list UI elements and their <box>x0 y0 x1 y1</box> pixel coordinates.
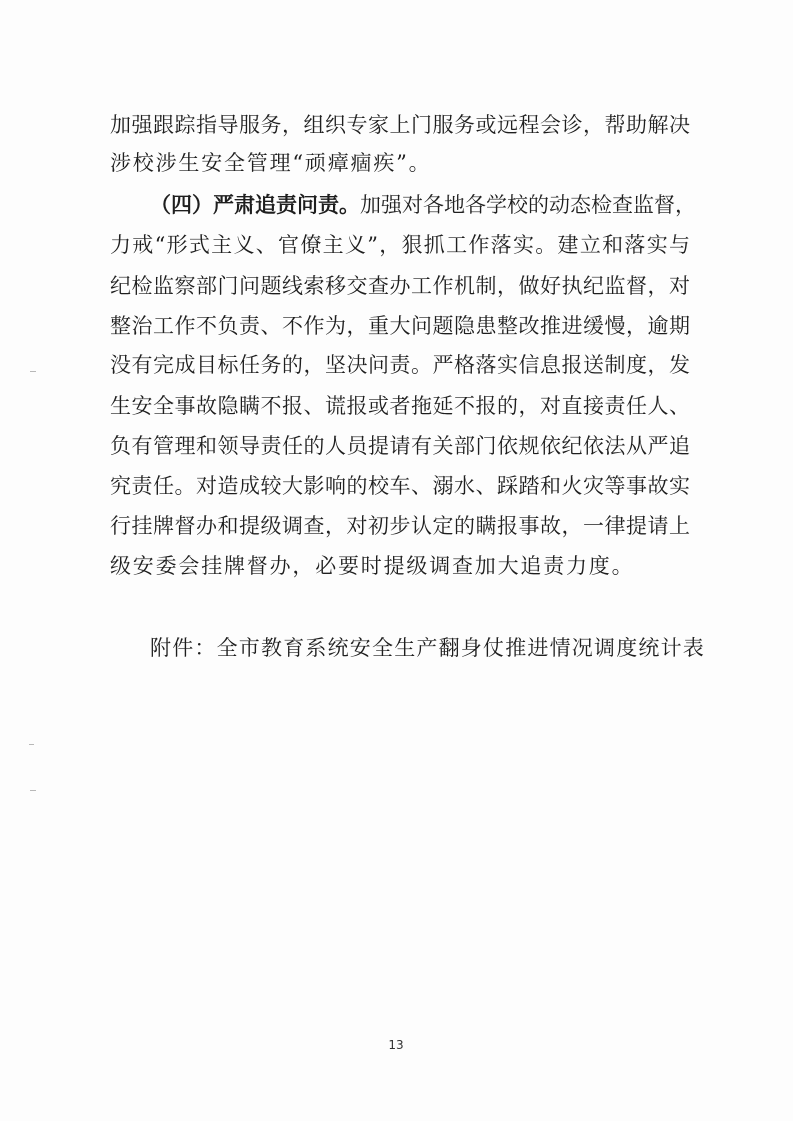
paragraph-line-10: 究责任。对造成较大影响的校车、溺水、踩踏和火灾等事故实 <box>110 474 690 498</box>
scan-mark <box>30 371 36 372</box>
paragraph-line-11: 行挂牌督办和提级调查，对初步认定的瞒报事故，一律提请上 <box>110 514 690 538</box>
section-heading-rest: 加强对各地各学校的动态检查监督， <box>360 193 696 217</box>
paragraph-line-9: 负有管理和领导责任的人员提请有关部门依规依纪依法从严追 <box>110 434 690 458</box>
paragraph-line-4: 力戒“形式主义、官僚主义”，狠抓工作落实。建立和落实与 <box>110 233 690 257</box>
section-heading: （四）严肃追责问责。 <box>150 192 360 217</box>
page-number: 13 <box>388 1038 404 1052</box>
paragraph-line-12: 级安委会挂牌督办，必要时提级调查加大追责力度。 <box>110 554 635 578</box>
paragraph-line-7: 没有完成目标任务的，坚决问责。严格落实信息报送制度，发 <box>110 353 690 377</box>
paragraph-line-8: 生安全事故隐瞒不报、谎报或者拖延不报的，对直接责任人、 <box>110 394 690 418</box>
paragraph-line-2: 涉校涉生安全管理“顽瘴痼疾”。 <box>110 151 432 175</box>
scan-mark <box>30 790 36 791</box>
paragraph-line-6: 整治工作不负责、不作为，重大问题隐患整改推进缓慢，逾期 <box>110 314 690 338</box>
scan-mark <box>29 744 34 745</box>
paragraph-line-1: 加强跟踪指导服务，组织专家上门服务或远程会诊，帮助解决 <box>110 113 690 137</box>
attachment-line: 附件：全市教育系统安全生产翻身仗推进情况调度统计表 <box>150 636 705 660</box>
section-heading-line <box>150 190 696 220</box>
paragraph-line-5: 纪检监察部门问题线索移交查办工作机制，做好执纪监督，对 <box>110 274 690 298</box>
